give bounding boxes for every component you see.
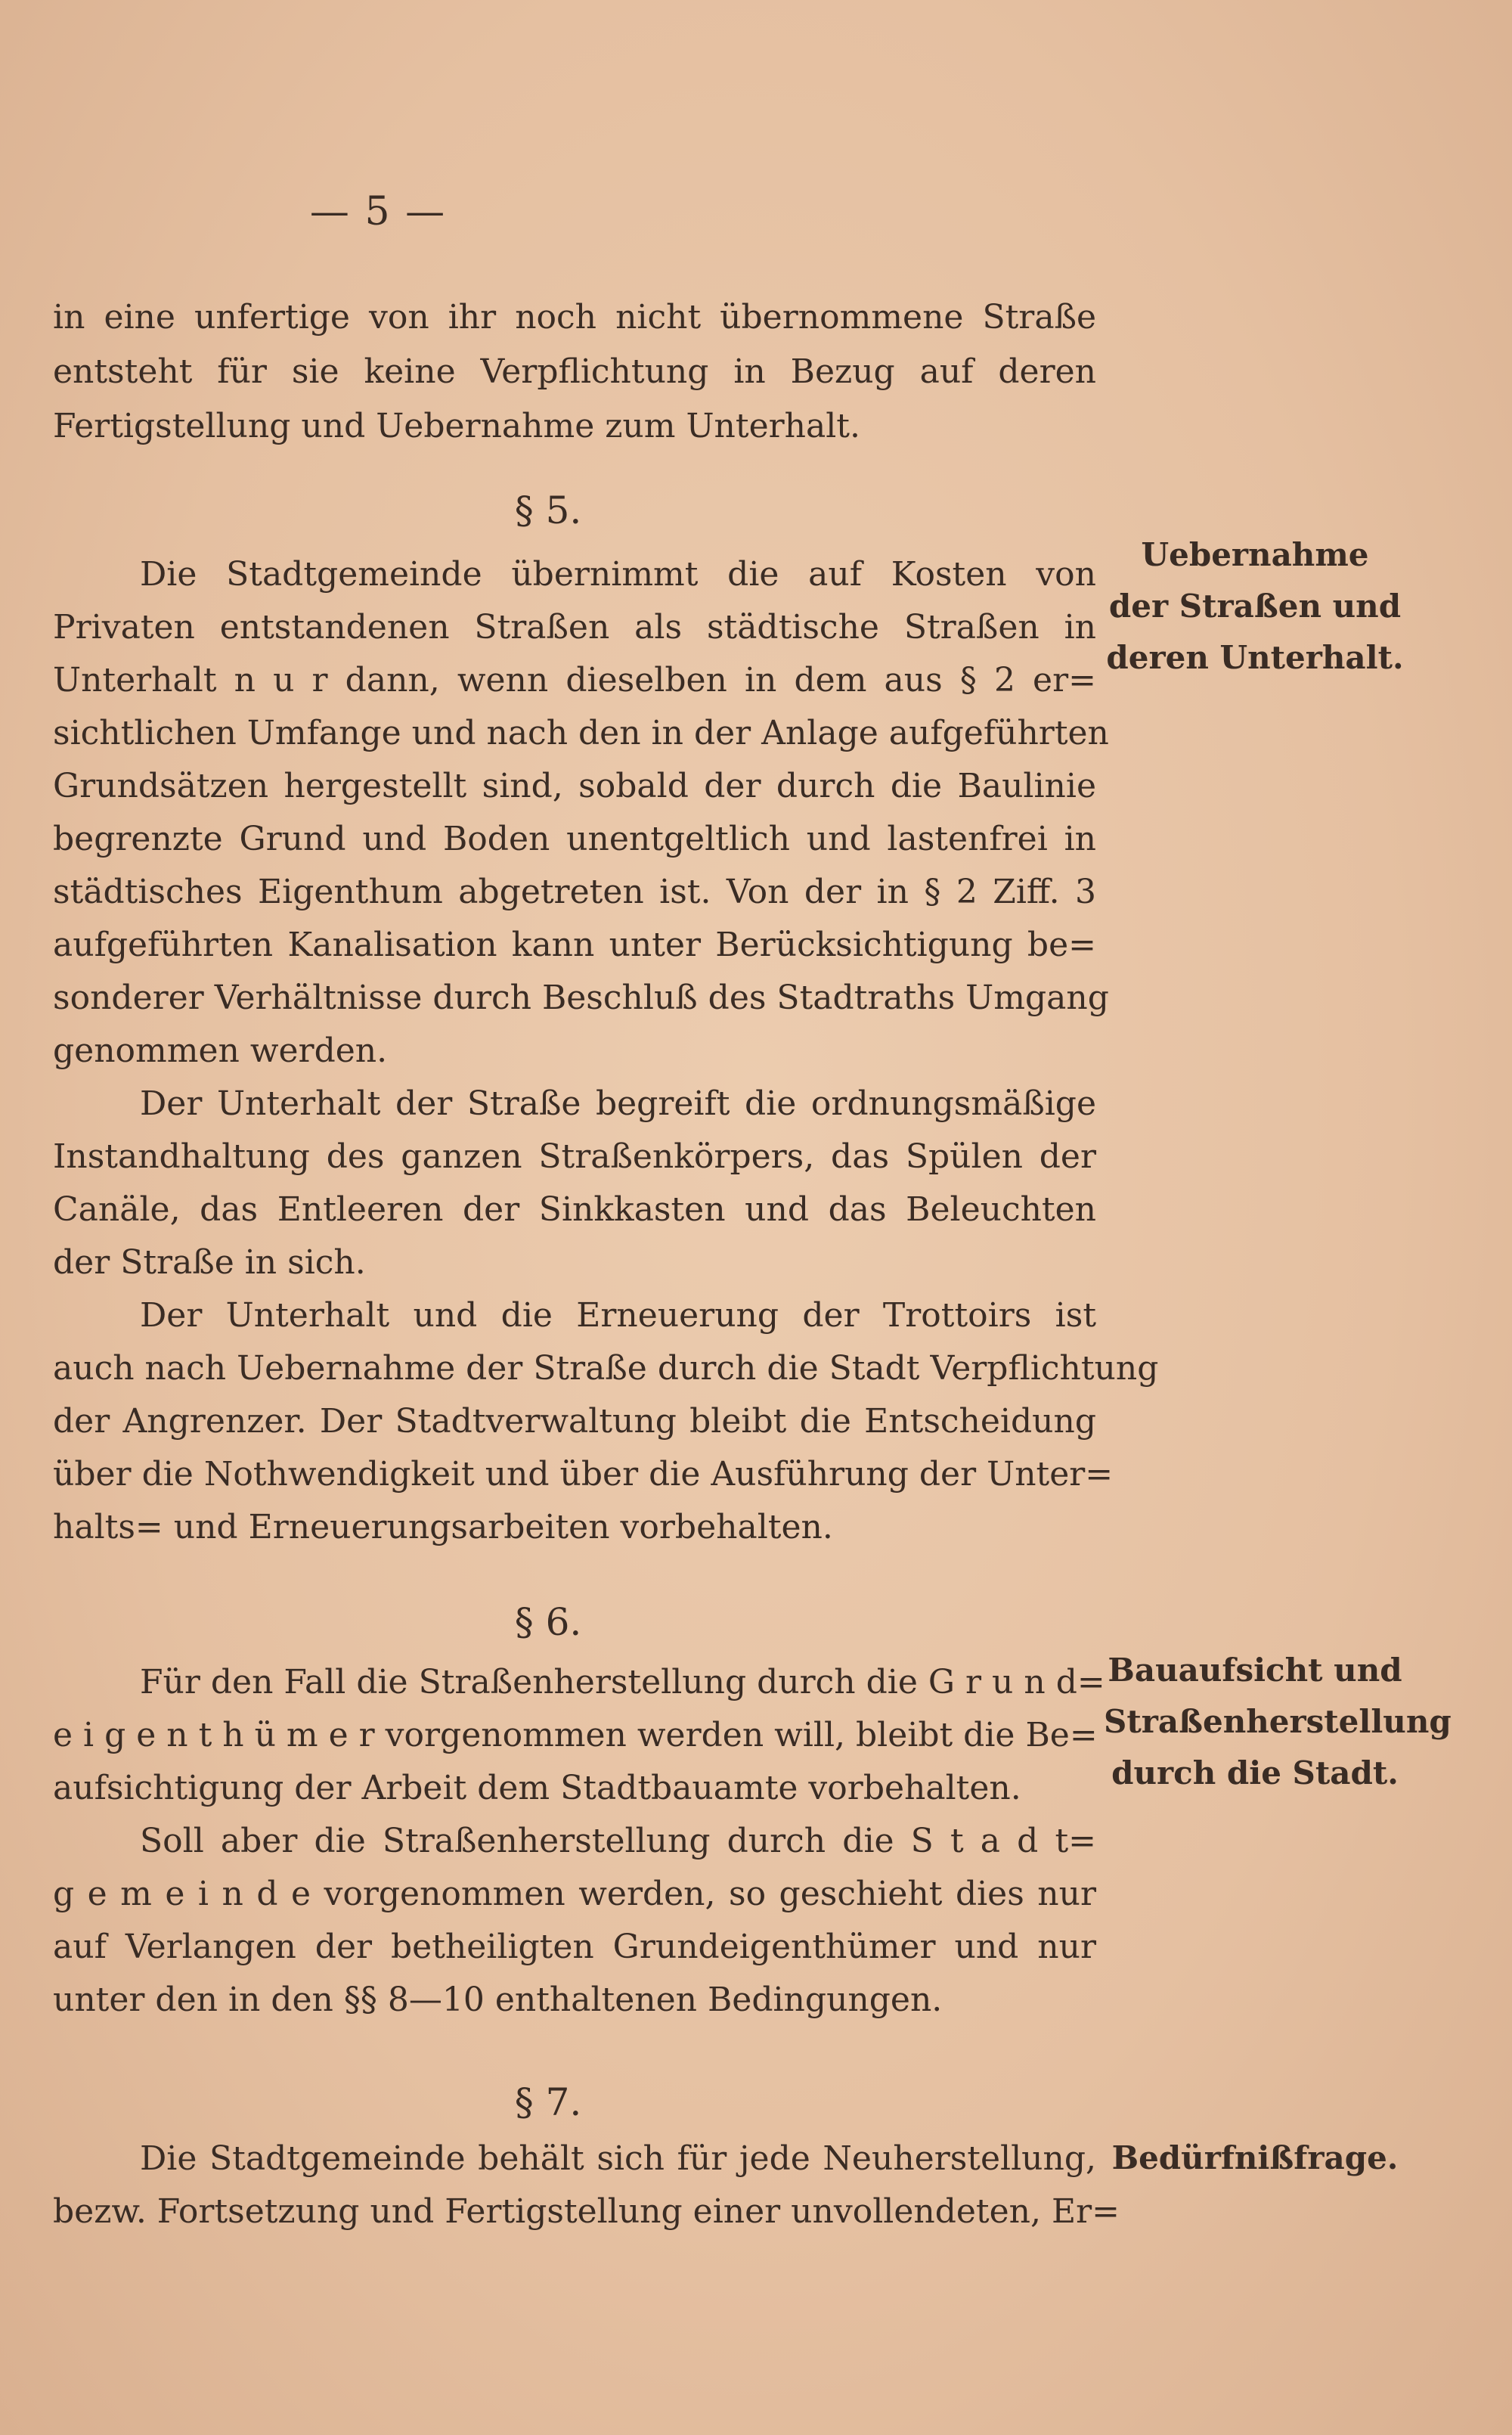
text-line: halts= und Erneuerungsarbeiten vorbehalten.: [53, 1508, 833, 1546]
text-line: begrenzte Grund und Boden unentgeltlich und lastenfrei in: [53, 820, 1096, 858]
text-line: aufsichtigung der Arbeit dem Stadtbauamte vorbehalten.: [53, 1769, 1021, 1807]
page-number: — 5 —: [309, 189, 447, 234]
text-line: auch nach Uebernahme der Straße durch die Stadt Verpflichtung: [53, 1349, 1159, 1388]
margin-note-5: [1104, 529, 1406, 684]
text-line: Soll aber die Straßenherstellung durch die S t a d t=: [140, 1822, 1096, 1860]
text-line: über die Nothwendigkeit und über die Ausführung der Unter=: [53, 1455, 1114, 1494]
text-line: Fertigstellung und Uebernahme zum Unterhalt.: [53, 407, 860, 445]
text-line: entsteht für sie keine Verpflichtung in Bezug auf deren: [53, 352, 1096, 391]
section-heading-7: § 7.: [514, 2080, 582, 2124]
margin-note-line: Straßenherstellung: [1104, 1703, 1452, 1740]
text-line: der Angrenzer. Der Stadtverwaltung bleibt die Entscheidung: [53, 1402, 1096, 1441]
text-line: auf Verlangen der betheiligten Grundeigenthümer und nur: [53, 1928, 1096, 1966]
text-line: Canäle, das Entleeren der Sinkkasten und das Beleuchten: [53, 1190, 1096, 1229]
text-line: Grundsätzen hergestellt sind, sobald der durch die Baulinie: [53, 767, 1096, 805]
text-line: Instandhaltung des ganzen Straßenkörpers, das Spülen der: [53, 1137, 1096, 1176]
margin-note-line: durch die Stadt.: [1111, 1754, 1399, 1791]
margin-note-line: Bedürfnißfrage.: [1111, 2139, 1399, 2176]
text-line: Die Stadtgemeinde übernimmt die auf Kosten von: [140, 555, 1096, 594]
margin-note-line: der Straßen und: [1108, 588, 1402, 625]
text-line: genommen werden.: [53, 1031, 388, 1070]
text-line: Die Stadtgemeinde behält sich für jede Neuherstellung,: [140, 2139, 1096, 2178]
text-line: in eine unfertige von ihr noch nicht übernommene Straße: [53, 298, 1096, 337]
margin-note-line: Bauaufsicht und: [1108, 1652, 1402, 1689]
text-line: g e m e i n d e vorgenommen werden, so geschieht dies nur: [53, 1875, 1096, 1913]
margin-note-7: [1104, 2133, 1406, 2184]
section-heading-6: § 6.: [514, 1600, 582, 1644]
margin-note-6: [1104, 1645, 1452, 1799]
text-line: Der Unterhalt der Straße begreift die ordnungsmäßige: [140, 1084, 1096, 1123]
margin-note-line: deren Unterhalt.: [1106, 639, 1404, 676]
text-line: der Straße in sich.: [53, 1243, 366, 1282]
text-line: Privaten entstandenen Straßen als städtische Straßen in: [53, 608, 1096, 647]
text-line: sonderer Verhältnisse durch Beschluß des Stadtraths Umgang: [53, 979, 1109, 1017]
section-heading-5: § 5.: [514, 489, 582, 532]
text-line: unter den in den §§ 8—10 enthaltenen Bedingungen.: [53, 1981, 943, 2019]
text-line: Für den Fall die Straßenherstellung durch die G r u n d=: [140, 1663, 1105, 1701]
text-line: sichtlichen Umfange und nach den in der Anlage aufgeführten: [53, 714, 1109, 752]
margin-note-line: Uebernahme: [1141, 536, 1369, 573]
text-line: Unterhalt n u r dann, wenn dieselben in dem aus § 2 er=: [53, 661, 1096, 699]
text-line: städtisches Eigenthum abgetreten ist. Von der in § 2 Ziff. 3: [53, 873, 1096, 911]
text-line: aufgeführten Kanalisation kann unter Berücksichtigung be=: [53, 926, 1096, 964]
text-line: e i g e n t h ü m e r vorgenommen werden will, bleibt die Be=: [53, 1716, 1098, 1754]
text-line: bezw. Fortsetzung und Fertigstellung einer unvollendeten, Er=: [53, 2192, 1120, 2231]
text-line: Der Unterhalt und die Erneuerung der Trottoirs ist: [140, 1296, 1096, 1335]
